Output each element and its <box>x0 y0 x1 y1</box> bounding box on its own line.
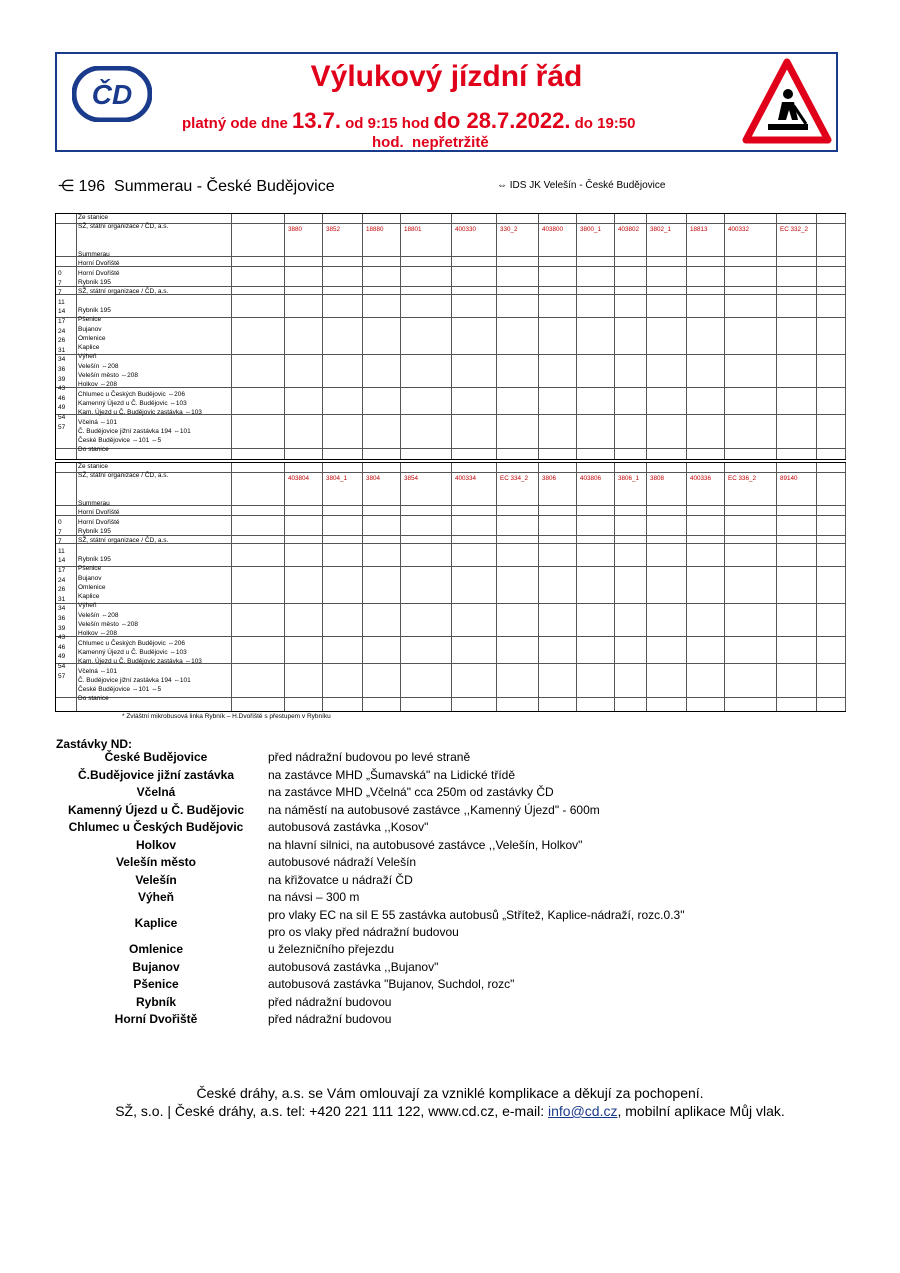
stop-name: Horní Dvořiště <box>114 1012 198 1026</box>
stop-description: na návsi – 300 m <box>268 890 360 904</box>
station-name: Včelná ⇔101 <box>78 667 118 675</box>
train-number: 403802 <box>618 226 640 233</box>
km-value: 43 <box>58 634 66 642</box>
train-number: 3880 <box>288 226 303 233</box>
grid-col-line <box>845 214 846 459</box>
stop-name: Včelná <box>136 785 176 799</box>
station-name: Chlumec u Českých Budějovic ⇔206 <box>78 639 185 647</box>
train-number: 3806 <box>542 475 557 482</box>
station-name: SŽ, státní organizace / ČD, a.s. <box>78 288 169 296</box>
km-value: 39 <box>58 624 66 632</box>
rail-icon: ⋲ <box>58 178 74 195</box>
station-name: Do stanice <box>78 695 109 703</box>
train-number: 3802_1 <box>650 226 672 233</box>
km-value: 7 <box>58 528 62 536</box>
train-number: 3804 <box>366 475 381 482</box>
stop-row <box>56 768 756 785</box>
grid-col-line <box>776 214 777 459</box>
grid-col-line <box>576 214 577 459</box>
stop-name: Výheň <box>137 890 174 904</box>
km-value: 14 <box>58 557 66 565</box>
header-box <box>55 52 838 152</box>
station-name: Omlenice <box>78 334 106 342</box>
grid-col-line <box>451 214 452 459</box>
roadworks-warning-icon <box>742 58 832 144</box>
station-name: Výheň <box>78 353 97 361</box>
stop-description: před nádražní budovou po levé straně <box>268 750 471 764</box>
train-number: 400334 <box>455 475 477 482</box>
station-name: Ze stanice <box>78 463 108 470</box>
station-name: Bujanov <box>78 325 102 333</box>
validity-line: platný ode dne 13.7. od 9:15 hod do 28.7.2022. do 19:50 <box>182 108 636 133</box>
grid-col-line <box>496 214 497 459</box>
station-name: SŽ, státní organizace / ČD, a.s. <box>78 472 169 480</box>
stop-name: Kaplice <box>134 915 178 930</box>
stop-description: na hlavní silnici, na autobusové zastávce ,,Velešín, Holkov" <box>268 837 583 852</box>
station-name: České Budějovice ⇔101 ⇔5 <box>78 686 162 694</box>
email-link[interactable]: info@cd.cz <box>548 1103 618 1119</box>
station-name: Do stanice <box>78 446 109 454</box>
grid-col-line <box>646 463 647 711</box>
grid-col-line <box>496 463 497 711</box>
station-name: Kam. Újezd u Č. Budějovic zastávka ⇔103 <box>78 658 202 666</box>
stop-row <box>56 855 756 872</box>
km-value: 7 <box>58 279 62 287</box>
stop-name: České Budějovice <box>104 750 208 764</box>
stop-name: Bujanov <box>132 959 180 974</box>
station-name: Rybník 195 <box>78 279 111 287</box>
km-value: 49 <box>58 404 66 412</box>
km-value: 46 <box>58 394 66 402</box>
station-name: Č. Budějovice jižní zastávka 194 ⇔101 <box>78 676 191 684</box>
station-list <box>78 214 253 456</box>
grid-col-line <box>724 214 725 459</box>
grid-col-line <box>322 214 323 459</box>
grid-col-line <box>538 214 539 459</box>
train-number: 18801 <box>404 226 422 233</box>
stop-description: na náměstí na autobusové zastávce ,,Kamenný Újezd" - 600m <box>268 802 600 817</box>
station-name: České Budějovice ⇔101 ⇔5 <box>78 437 162 445</box>
stop-row <box>56 995 756 1012</box>
stop-name: Holkov <box>135 837 176 852</box>
train-number: EC 334_2 <box>500 475 529 482</box>
train-number: 3806_1 <box>618 475 640 482</box>
station-name: Summerau <box>78 251 110 259</box>
km-value: 57 <box>58 423 66 431</box>
station-name: Horní Dvořiště <box>78 260 120 268</box>
ids-note: ⇔ IDS JK Velešín - České Budějovice <box>497 180 666 191</box>
station-name <box>78 547 253 556</box>
grid-col-line <box>686 214 687 459</box>
stop-row <box>56 1012 756 1029</box>
station-name: Holkov ⇔208 <box>78 381 118 389</box>
stop-row <box>56 907 756 939</box>
stops-title: Zastávky ND: <box>56 737 133 751</box>
stop-row <box>56 977 756 994</box>
station-name: Rybník 195 <box>78 306 111 314</box>
km-value: 54 <box>58 662 66 670</box>
train-number: 3808 <box>650 475 665 482</box>
km-value: 0 <box>58 270 62 277</box>
stop-row <box>56 820 756 837</box>
km-value: 46 <box>58 643 66 651</box>
km-value: 17 <box>58 566 66 574</box>
km-value: 11 <box>58 298 65 306</box>
station-name: Kam. Újezd u Č. Budějovic zastávka ⇔103 <box>78 409 202 417</box>
station-name: Velešín město ⇔208 <box>78 621 138 629</box>
train-number: 3804_1 <box>326 475 348 482</box>
timetable-bottom <box>55 462 846 712</box>
stop-description: autobusové nádraží Velešín <box>268 855 417 869</box>
grid-col-line <box>816 463 817 711</box>
stop-description: před nádražní budovou <box>268 1012 392 1026</box>
station-list <box>78 463 253 705</box>
station-name: Omlenice <box>78 583 106 591</box>
grid-col-line <box>576 463 577 711</box>
station-name: Velešín město ⇔208 <box>78 372 138 380</box>
footer-contact: SŽ, s.o. | České dráhy, a.s. tel: +420 221 111 122, www.cd.cz, e-mail: info@cd.cz, mobilní aplikace Můj vlak. <box>115 1103 785 1119</box>
station-name: Kaplice <box>78 344 100 352</box>
timetable-top <box>55 213 846 460</box>
stop-description: před nádražní budovou <box>268 994 392 1009</box>
station-name: Rybník 195 <box>78 528 111 536</box>
stop-name: Pšenice <box>133 977 179 991</box>
grid-col-line <box>614 214 615 459</box>
train-number: 400336 <box>690 475 712 482</box>
km-value: 24 <box>58 327 66 335</box>
grid-col-line <box>76 214 77 459</box>
km-value: 14 <box>58 308 66 316</box>
station-name <box>78 298 253 307</box>
stop-description: autobusová zastávka ,,Bujanov" <box>268 959 439 974</box>
stop-name: Omlenice <box>128 942 184 956</box>
km-value: 36 <box>58 365 66 373</box>
km-value: 49 <box>58 653 66 661</box>
km-column <box>58 269 65 432</box>
km-value: 39 <box>58 375 66 383</box>
station-name: Horní Dvořiště <box>78 509 120 517</box>
train-number: 403806 <box>580 475 602 482</box>
station-name: Chlumec u Českých Budějovic ⇔206 <box>78 390 185 398</box>
grid-col-line <box>284 463 285 711</box>
stop-description-2: pro os vlaky před nádražní budovou <box>268 924 459 939</box>
train-number: 403804 <box>288 475 310 482</box>
stop-row <box>56 785 756 802</box>
stop-row <box>56 890 756 907</box>
km-value: 11 <box>58 547 65 555</box>
station-name: Velešín ⇔208 <box>78 362 119 370</box>
station-name: Holkov ⇔208 <box>78 630 118 638</box>
station-name: Bujanov <box>78 574 102 582</box>
km-value: 26 <box>58 586 66 594</box>
station-name: Včelná ⇔101 <box>78 418 118 426</box>
km-value: 17 <box>58 317 66 325</box>
stop-row <box>56 873 756 890</box>
station-name: Č. Budějovice jižní zastávka 194 ⇔101 <box>78 427 191 435</box>
stop-row <box>56 960 756 977</box>
grid-col-line <box>322 463 323 711</box>
km-value: 31 <box>58 346 66 354</box>
station-name: Rybník 195 <box>78 555 111 563</box>
train-number: 400332 <box>728 226 750 233</box>
grid-col-line <box>284 214 285 459</box>
station-name <box>78 233 253 242</box>
km-column <box>58 518 65 681</box>
km-value: 0 <box>58 519 62 526</box>
train-number: 3854 <box>404 475 419 482</box>
station-name: Kaplice <box>78 593 100 601</box>
stop-name: Velešín město <box>115 855 197 869</box>
station-name: Pšenice <box>78 316 102 324</box>
km-value: 7 <box>58 289 62 297</box>
stop-row <box>56 838 756 855</box>
km-value: 7 <box>58 538 62 546</box>
train-number: 400330 <box>455 226 477 233</box>
km-value: 54 <box>58 413 66 421</box>
line-heading: ⋲ 196 Summerau - České Budějovice <box>58 178 335 195</box>
stop-name: Velešín <box>135 872 177 887</box>
train-number: 3800_1 <box>580 226 602 233</box>
grid-col-line <box>76 463 77 711</box>
station-name: Kamenný Újezd u Č. Budějovic ⇔103 <box>78 399 187 407</box>
station-name: Výheň <box>78 602 97 610</box>
nonstop-line: hod. nepřetržitě <box>372 134 489 151</box>
train-number: 330_2 <box>500 226 518 233</box>
grid-col-line <box>845 463 846 711</box>
grid-col-line <box>816 214 817 459</box>
stop-description: pro vlaky EC na sil E 55 zastávka autobusů „Střítež, Kaplice-nádraží, rozc.0.3" <box>268 907 685 922</box>
grid-col-line <box>362 214 363 459</box>
grid-col-line <box>400 463 401 711</box>
stop-name: Chlumec u Českých Budějovic <box>68 820 244 834</box>
page-title: Výlukový jízdní řád <box>310 60 583 93</box>
stop-description: na křižovatce u nádraží ČD <box>268 872 413 887</box>
grid-col-line <box>451 463 452 711</box>
svg-text:ČD: ČD <box>91 79 133 110</box>
train-number: 89140 <box>780 475 798 482</box>
station-name: SŽ, státní organizace / ČD, a.s. <box>78 537 169 545</box>
stop-row <box>56 750 756 767</box>
km-value: 34 <box>58 605 66 613</box>
grid-col-line <box>538 463 539 711</box>
station-name: Velešín ⇔208 <box>78 611 119 619</box>
km-value: 24 <box>58 576 66 584</box>
grid-col-line <box>724 463 725 711</box>
station-name <box>78 491 253 500</box>
train-number: 18813 <box>690 226 708 233</box>
station-name: Kamenný Újezd u Č. Budějovic ⇔103 <box>78 648 187 656</box>
grid-col-line <box>646 214 647 459</box>
stop-description: na zastávce MHD „Včelná" cca 250m od zastávky ČD <box>268 785 554 799</box>
train-number: 403800 <box>542 226 564 233</box>
station-name: Horní Dvořiště <box>78 518 120 526</box>
station-name: Pšenice <box>78 565 102 573</box>
grid-col-line <box>686 463 687 711</box>
km-value: 57 <box>58 672 66 680</box>
km-value: 36 <box>58 614 66 622</box>
footer-apology: České dráhy, a.s. se Vám omlouvají za vzniklé komplikace a děkují za pochopení. <box>196 1085 704 1101</box>
stop-row <box>56 942 756 959</box>
grid-col-line <box>614 463 615 711</box>
footnote: * Zvláštní mikrobusová linka Rybník – H.Dvořiště s přestupem v Rybníku <box>122 713 331 720</box>
km-value: 34 <box>58 356 66 364</box>
stop-description: na zastávce MHD „Šumavská" na Lidické třídě <box>268 767 516 782</box>
train-number: 18880 <box>366 226 384 233</box>
train-number: EC 332_2 <box>780 226 809 233</box>
grid-col-line <box>776 463 777 711</box>
grid-col-line <box>400 214 401 459</box>
station-name: Summerau <box>78 500 110 508</box>
train-number: 3852 <box>326 226 341 233</box>
station-name <box>78 482 253 491</box>
stop-description: autobusová zastávka "Bujanov, Suchdol, rozc" <box>268 977 515 991</box>
station-name <box>78 242 253 251</box>
km-value: 31 <box>58 595 66 603</box>
stop-name: Č.Budějovice jižní zastávka <box>77 767 235 782</box>
km-value: 43 <box>58 385 66 393</box>
train-number: EC 336_2 <box>728 475 757 482</box>
km-value: 26 <box>58 337 66 345</box>
station-name: Horní Dvořiště <box>78 269 120 277</box>
stop-description: autobusová zastávka ,,Kosov" <box>268 820 429 834</box>
station-name: SŽ, státní organizace / ČD, a.s. <box>78 223 169 231</box>
stop-name: Kamenný Újezd u Č. Budějovic <box>67 802 245 817</box>
stop-name: Rybník <box>135 994 176 1009</box>
grid-col-line <box>362 463 363 711</box>
station-name: Ze stanice <box>78 214 108 221</box>
stop-description: u železničního přejezdu <box>268 942 395 956</box>
stop-row <box>56 803 756 820</box>
